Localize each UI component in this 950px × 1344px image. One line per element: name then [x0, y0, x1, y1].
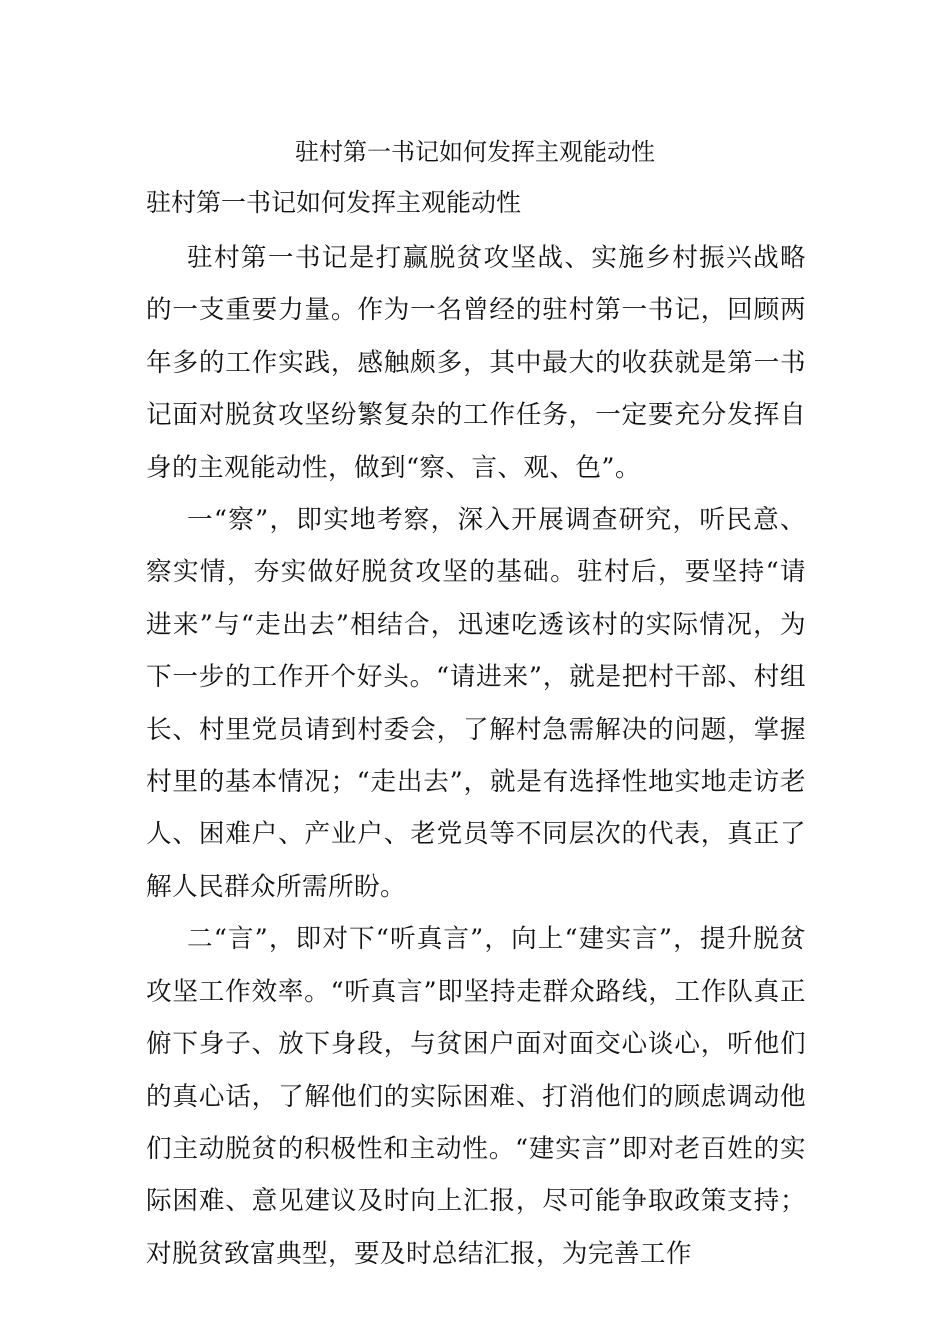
document-title: 驻村第一书记如何发挥主观能动性: [295, 138, 655, 166]
document-subtitle: 驻村第一书记如何发挥主观能动性: [146, 188, 522, 217]
paragraph-intro: 驻村第一书记是打赢脱贫攻坚战、实施乡村振兴战略的一支重要力量。作为一名曾经的驻村第一书记，回顾两年多的工作实践，感触颇多，其中最大的收获就是第一书记面对脱贫攻坚纷繁复杂的工作任务，一定要充分发挥自身的主观能动性，做到“察、言、观、色”。: [146, 243, 806, 483]
paragraph-yan: 二“言”，即对下“听真言”，向上“建实言”，提升脱贫攻坚工作效率。“听真言”即坚持走群众路线，工作队真正俯下身子、放下身段，与贫困户面对面交心谈心，听他们的真心话，了解他们的实际困难、打消他们的顾虑调动他们主动脱贫的积极性和主动性。“建实言”即对老百姓的实际困难、意见建议及时向上汇报，尽可能争取政策支持；对脱贫致富典型，要及时总结汇报，为完善工作: [146, 924, 806, 1269]
paragraph-cha: 一“察”，即实地考察，深入开展调查研究，听民意、察实情，夯实做好脱贫攻坚的基础。驻村后，要坚持“请进来”与“走出去”相结合，迅速吃透该村的实际情况，为下一步的工作开个好头。“请进来”，就是把村干部、村组长、村里党员请到村委会，了解村急需解决的问题，掌握村里的基本情况；“走出去”，就是有选择性地实地走访老人、困难户、产业户、老党员等不同层次的代表，真正了解人民群众所需所盼。: [146, 505, 806, 902]
document-body: [146, 232, 806, 1280]
